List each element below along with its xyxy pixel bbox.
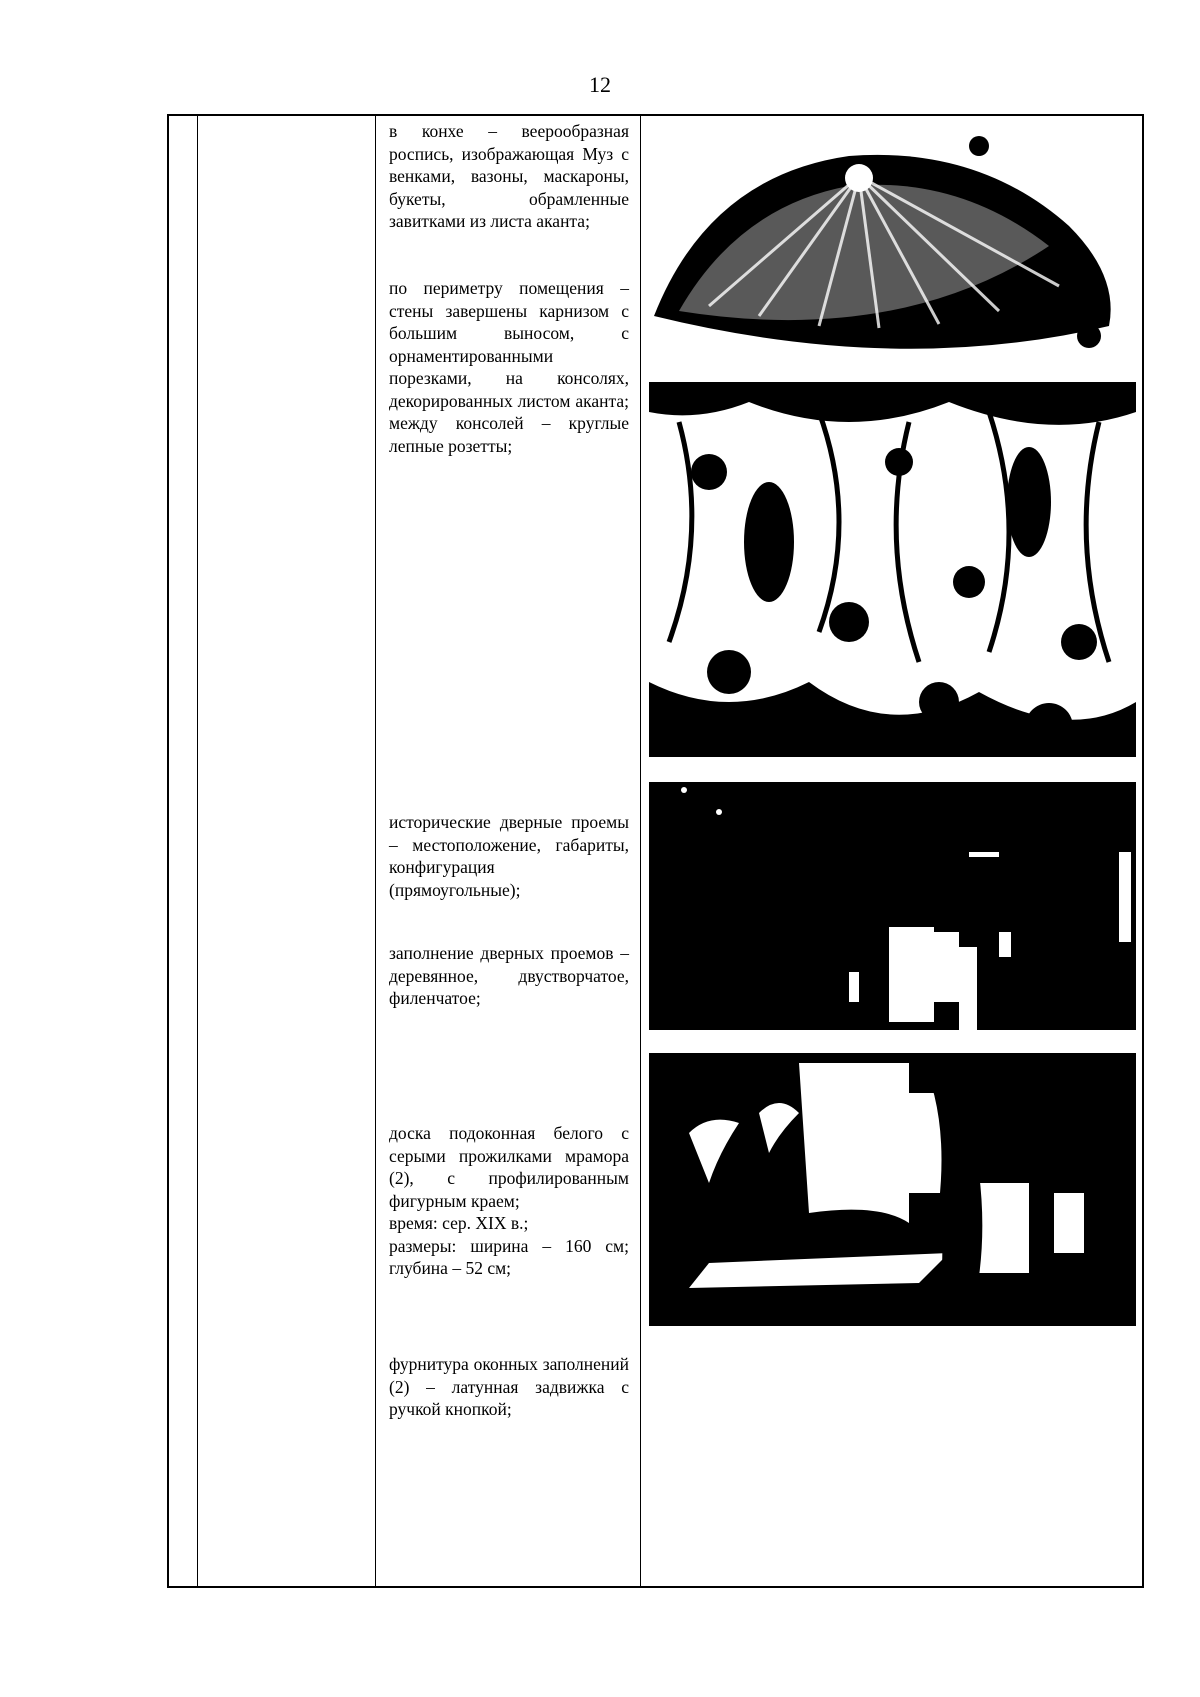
column-divider-3 xyxy=(640,116,641,1586)
entry-konkha xyxy=(389,120,629,233)
entry-door-openings xyxy=(389,811,629,901)
entry-text: исторические дверные проемы – местоположение, габариты, конфигурация (прямоугольные); xyxy=(389,812,629,900)
entry-text: заполнение дверных проемов – деревянное, двустворчатое, филенчатое; xyxy=(389,943,629,1008)
column-divider-1 xyxy=(197,116,198,1586)
entry-window-hardware xyxy=(389,1353,629,1421)
window-sill-photo xyxy=(649,1053,1136,1326)
entry-cornice xyxy=(389,277,629,457)
entry-door-filling xyxy=(389,942,629,1010)
entry-text: доска подоконная белого с серыми прожилками мрамора (2), с профилированным фигурным краем; xyxy=(389,1123,629,1211)
entry-text: размеры: ширина – 160 см; глубина – 52 см; xyxy=(389,1235,629,1278)
entry-text: время: сер. XIX в.; xyxy=(389,1213,529,1233)
entry-text: фурнитура оконных заполнений (2) – латунная задвижка с ручкой кнопкой; xyxy=(389,1354,629,1419)
entry-text: в конхе – веерообразная роспись, изображающая Муз с венками, вазоны, маскароны, букеты, обрамленные завитками из листа аканта; xyxy=(389,121,629,231)
cornice-painting-detail-photo xyxy=(649,382,1136,757)
column-divider-2 xyxy=(375,116,376,1586)
entry-text: по периметру помещения – стены завершены карнизом с большим выносом, с орнаментированными порезками, на консолях, декорированных листом аканта; между консолей – круглые лепные розетты; xyxy=(389,278,629,456)
konkha-dome-painting-photo xyxy=(649,116,1136,356)
entry-windowsill xyxy=(389,1122,629,1280)
document-table xyxy=(167,114,1144,1588)
page-number: 12 xyxy=(589,72,611,97)
door-opening-photo xyxy=(649,782,1136,1030)
